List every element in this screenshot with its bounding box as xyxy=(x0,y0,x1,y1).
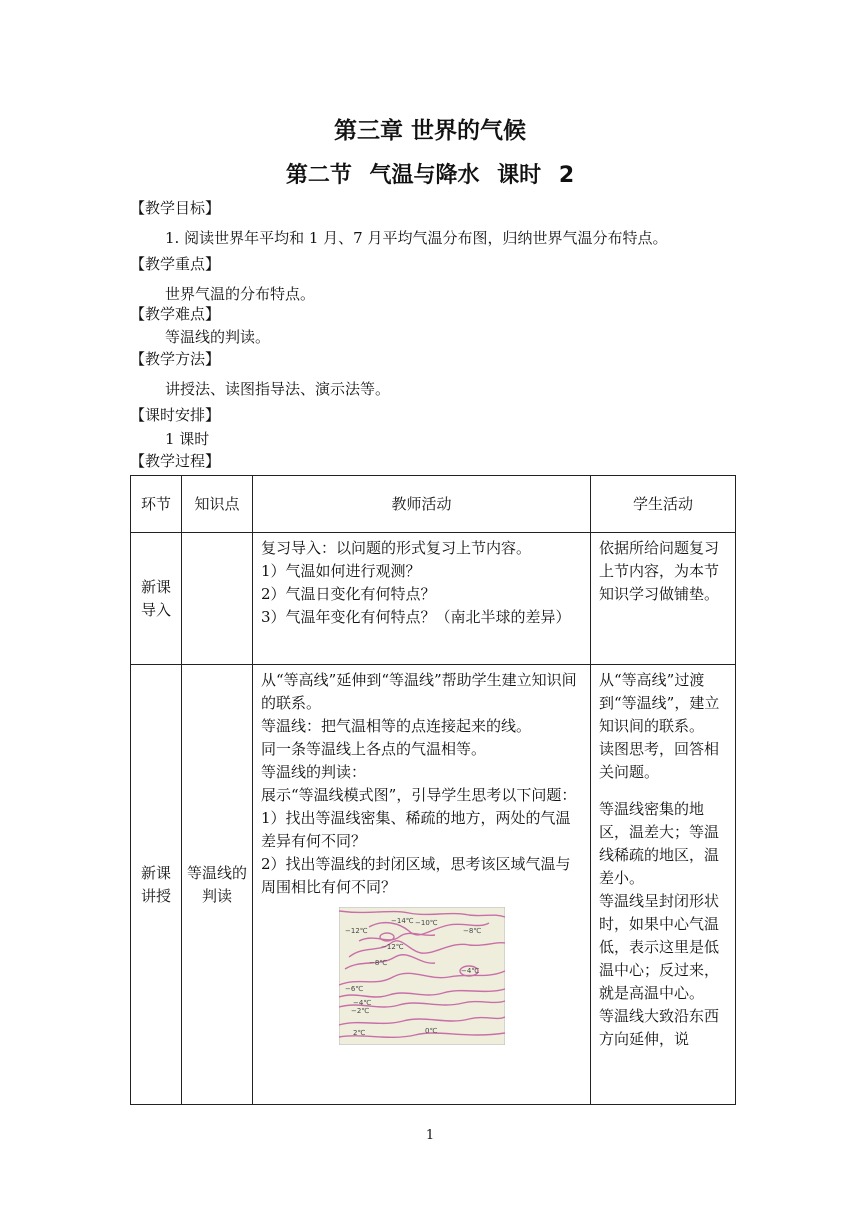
isotherm-label: −6℃ xyxy=(344,985,363,993)
isotherm-label: −8℃ xyxy=(462,927,481,935)
row2-student-line: 从“等高线”过渡到“等温线”，建立知识间的联系。 xyxy=(599,671,720,735)
isotherm-label: 2℃ xyxy=(352,1029,365,1037)
row2-teacher-line: 展示“等温线模式图”，引导学生思考以下问题： xyxy=(261,786,577,804)
row2-teacher-line: 同一条等温线上各点的气温相等。 xyxy=(261,740,487,758)
isotherm-label: −2℃ xyxy=(350,1007,369,1015)
chapter-title: 第三章 世界的气候 xyxy=(333,118,526,144)
difficulty-heading: 【教学难点】 xyxy=(130,305,221,323)
isotherm-label: 0℃ xyxy=(424,1027,437,1035)
row2-stage: 新课讲授 xyxy=(131,665,182,1105)
method-text: 讲授法、读图指导法、演示法等。 xyxy=(165,380,391,398)
section-title: 第二节 气温与降水 课时 2 xyxy=(285,163,575,188)
isotherm-label: −12℃ xyxy=(344,927,368,935)
row2-teacher-line: 2）找出等温线的封闭区域，思考该区域气温与周围相比有何不同？ xyxy=(261,855,571,896)
isotherm-label: −10℃ xyxy=(414,919,438,927)
method-heading: 【教学方法】 xyxy=(130,350,221,368)
table-header-row xyxy=(131,476,736,533)
row2-student-line: 读图思考，回答相关问题。 xyxy=(599,740,720,781)
row2-teacher-line: 1）找出等温线密集、稀疏的地方，两处的气温差异有何不同？ xyxy=(261,809,571,850)
isotherm-label: −12℃ xyxy=(380,943,404,951)
isotherm-label: −14℃ xyxy=(390,917,414,925)
header-student: 学生活动 xyxy=(591,476,736,533)
row1-teacher-line: 3）气温年变化有何特点？（南北半球的差异） xyxy=(261,608,571,626)
process-heading: 【教学过程】 xyxy=(130,452,221,470)
header-teacher: 教师活动 xyxy=(253,476,591,533)
row2-teacher-line: 从“等高线”延伸到“等温线”帮助学生建立知识间的联系。 xyxy=(261,671,577,712)
row1-teacher-line: 1）气温如何进行观测？ xyxy=(261,562,421,580)
row2-knowledge: 等温线的判读 xyxy=(182,665,253,1105)
row2-student-line: 等温线密集的地区，温差大；等温线稀疏的地区，温差小。 xyxy=(599,800,720,887)
row2-student xyxy=(591,665,736,1105)
row2-student-line: 等温线大致沿东西方向延伸，说 xyxy=(599,1007,720,1048)
schedule-heading: 【课时安排】 xyxy=(130,406,221,424)
row1-teacher xyxy=(253,533,591,665)
isotherm-label: −8℃ xyxy=(368,959,387,967)
isotherm-map xyxy=(339,907,505,1045)
header-knowledge: 知识点 xyxy=(182,476,253,533)
lesson-process-table xyxy=(130,475,736,1105)
isotherm-label: −4℃ xyxy=(460,967,479,975)
page-number: 1 xyxy=(425,1128,435,1143)
row2-teacher-line: 等温线的判读： xyxy=(261,763,367,781)
row2-teacher xyxy=(253,665,591,1105)
header-stage: 环节 xyxy=(131,476,182,533)
row2-teacher-line: 等温线：把气温相等的点连接起来的线。 xyxy=(261,717,532,735)
goal-item: 1. 阅读世界年平均和 1 月、7 月平均气温分布图，归纳世界气温分布特点。 xyxy=(165,229,668,247)
table-row xyxy=(131,665,736,1105)
table-row xyxy=(131,533,736,665)
isotherm-label: −4℃ xyxy=(352,999,371,1007)
difficulty-text: 等温线的判读。 xyxy=(165,328,271,346)
goal-heading: 【教学目标】 xyxy=(130,199,221,217)
row1-knowledge xyxy=(182,533,253,665)
key-heading: 【教学重点】 xyxy=(130,255,221,273)
schedule-text: 1 课时 xyxy=(165,430,210,448)
row1-teacher-line: 2）气温日变化有何特点？ xyxy=(261,585,436,603)
key-text: 世界气温的分布特点。 xyxy=(165,285,316,303)
row1-student: 依据所给问题复习上节内容，为本节知识学习做铺垫。 xyxy=(591,533,736,665)
row2-student-line: 等温线呈封闭形状时，如果中心气温低，表示这里是低温中心；反过来，就是高温中心。 xyxy=(599,892,720,1002)
row1-teacher-line: 复习导入：以问题的形式复习上节内容。 xyxy=(261,539,532,557)
row1-stage: 新课导入 xyxy=(131,533,182,665)
